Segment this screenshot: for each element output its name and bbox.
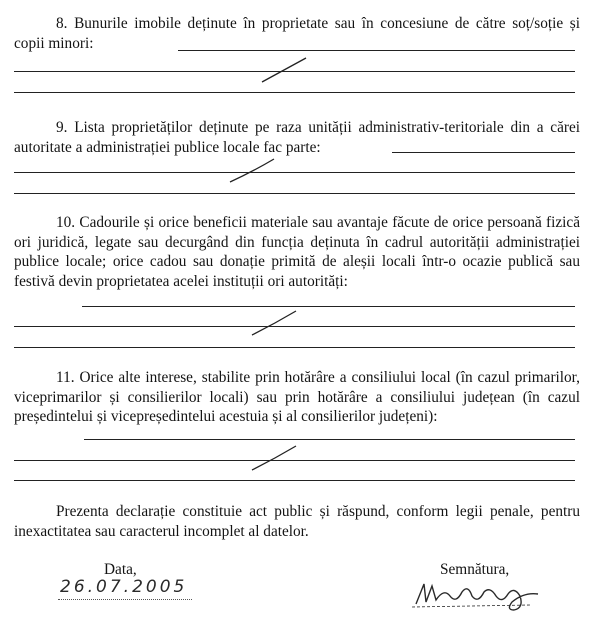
section-8-blank-line (14, 92, 575, 93)
section-10-text: 10. Cadourile și orice beneficii materiale sau avantaje făcute de orice persoană fizică ori juridică, legate sau decurgând din funcția deținuta în cadrul autorității administrației publice locale; orice cadou sau donație primită de aleșii locali într-o ocazie publică sau festivă devin proprietatea acelei instituții ori autorități: (14, 214, 580, 290)
section-8-strike-mark (260, 56, 310, 86)
section-9-text: 9. Lista proprietăților deținute pe raza unității administrativ-teritoriale din a cărei autoritate a administrației publice locale fac parte: (14, 119, 580, 156)
section-11-text: 11. Orice alte interese, stabilite prin hotărâre a consiliului local (în cazul primarilor, viceprimarilor și consilierilor locali) sau prin hotărâre a consiliului județean (în cazul președintelui și vicepreședintelui acestuia și al consilierilor județeni): (14, 369, 580, 426)
section-9-blank-line (14, 172, 575, 173)
section-11-strike-mark (250, 444, 300, 474)
section-8-text: 8. Bunurile imobile deținute în proprietate sau în concesiune de către soț/soție și copii minori: (14, 15, 580, 52)
section-9-strike-mark (228, 156, 278, 186)
section-10-strike-mark (250, 309, 300, 339)
section-9-blank-line (392, 152, 575, 153)
signature-label: Semnătura, (440, 561, 510, 578)
section-9-blank-line (14, 193, 575, 194)
section-10-blank-line (82, 306, 575, 307)
section-10-blank-line (14, 347, 575, 348)
date-value: 26.07.2005 (60, 577, 188, 597)
declaration-text: Prezenta declarație constituie act public și răspund, conform legii penale, pentru inexactitatea sau caracterul incomplet al datelor. (14, 503, 580, 540)
date-underline (58, 599, 192, 600)
signature (410, 574, 560, 614)
section-11-blank-line (14, 480, 575, 481)
date-label: Data, (104, 561, 137, 578)
section-11-blank-line (84, 439, 575, 440)
section-8-blank-line (178, 50, 575, 51)
